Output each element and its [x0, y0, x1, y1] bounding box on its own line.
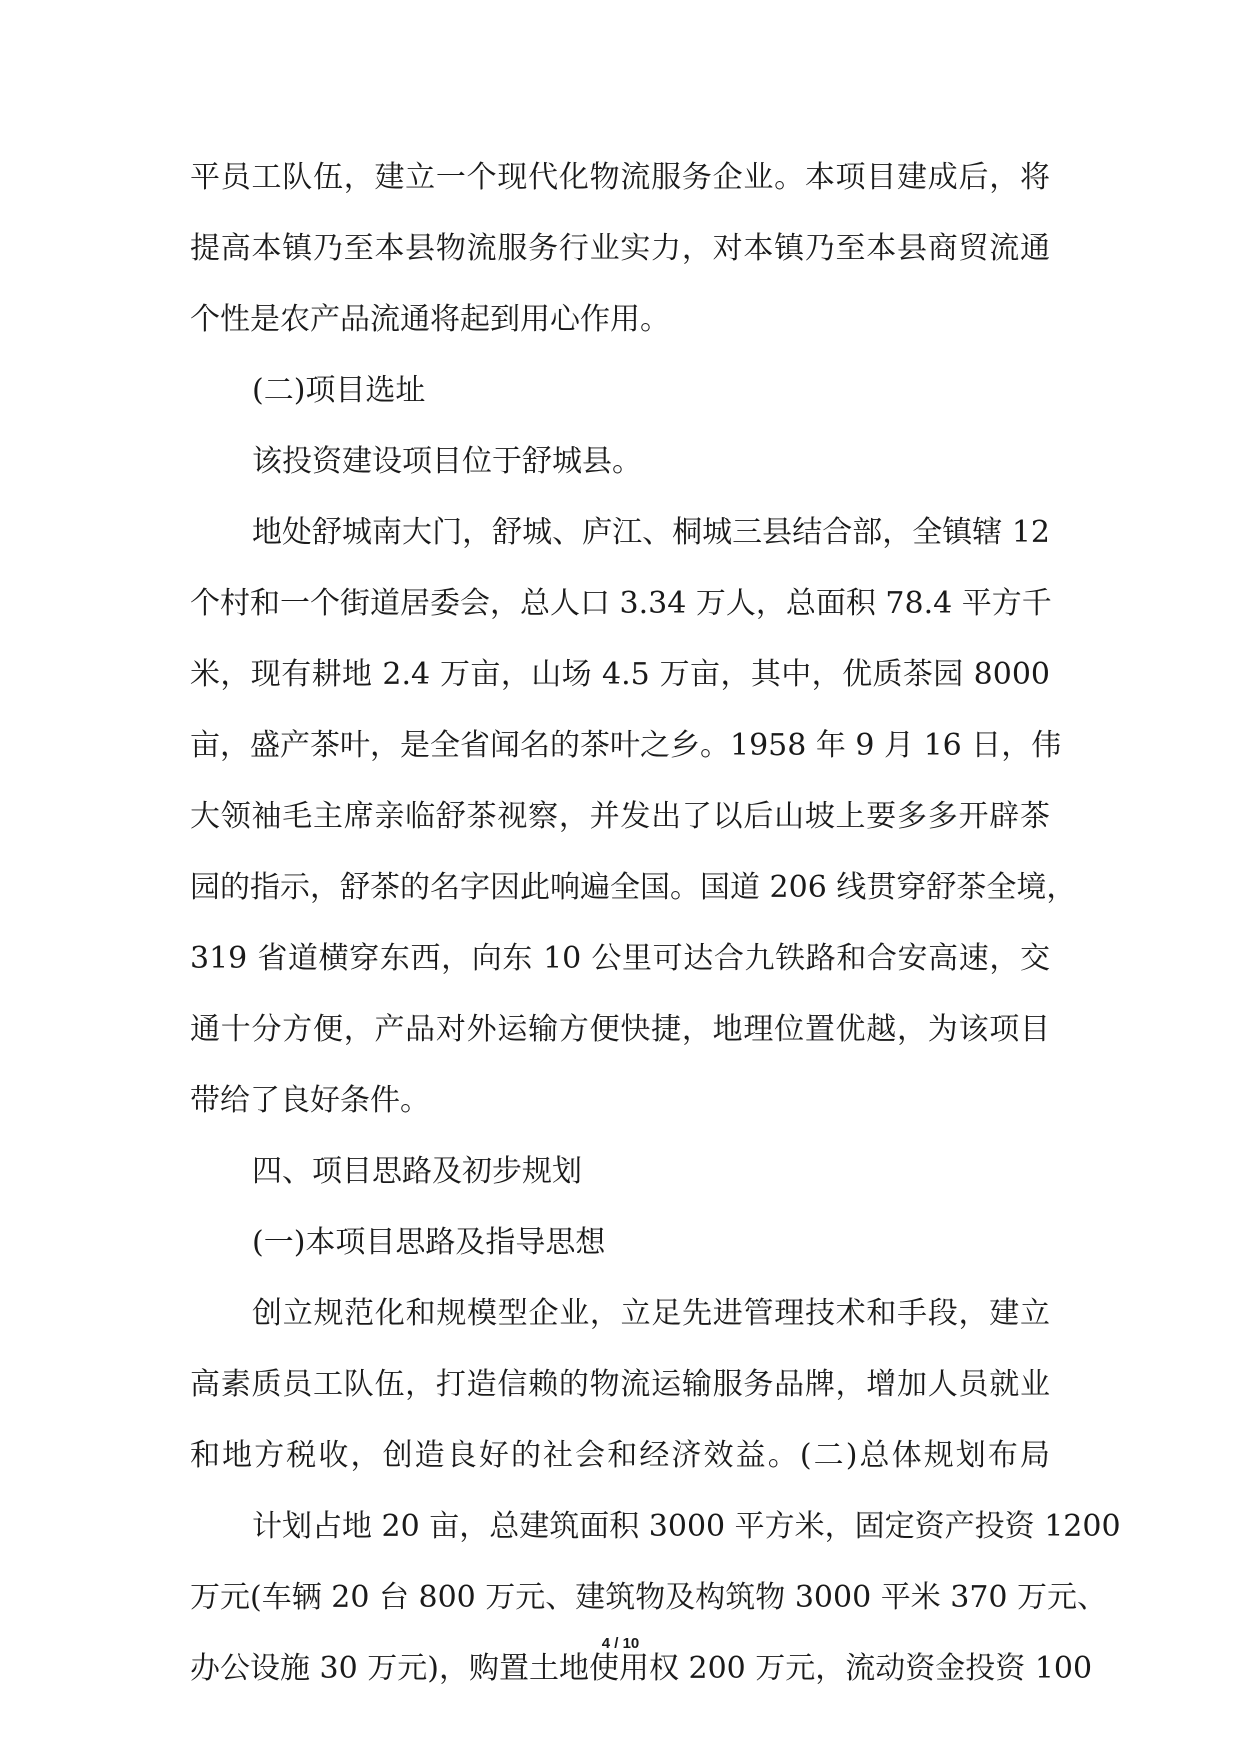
text-line: 四、项目思路及初步规划 — [252, 1154, 582, 1189]
text-line: 平员工队伍，建立一个现代化物流服务企业。本项目建成后，将 — [190, 160, 1050, 195]
document-body — [190, 142, 1121, 1704]
text-line: 米，现有耕地 2.4 万亩，山场 4.5 万亩，其中，优质茶园 8000 — [190, 657, 1050, 692]
text-line: 提高本镇乃至本县物流服务行业实力，对本镇乃至本县商贸流通 — [190, 231, 1050, 266]
text-line: 大领袖毛主席亲临舒茶视察，并发出了以后山坡上要多多开辟茶 — [190, 799, 1050, 834]
page-number: 4 / 10 — [601, 1635, 640, 1652]
text-line: 办公设施 30 万元)，购置土地使用权 200 万元，流动资金投资 100 — [190, 1651, 1093, 1686]
text-line: (一)本项目思路及指导思想 — [252, 1225, 606, 1260]
text-line: 和地方税收，创造良好的社会和经济效益。(二)总体规划布局 — [190, 1438, 1050, 1473]
text-line: 319 省道横穿东西，向东 10 公里可达合九铁路和合安高速，交 — [190, 941, 1050, 976]
text-line: 地处舒城南大门，舒城、庐江、桐城三县结合部，全镇辖 12 — [252, 515, 1050, 550]
text-line: 计划占地 20 亩，总建筑面积 3000 平方米，固定资产投资 1200 — [252, 1509, 1121, 1544]
text-line: 园的指示，舒茶的名字因此响遍全国。国道 206 线贯穿舒茶全境， — [190, 870, 1077, 905]
text-line: 个性是农产品流通将起到用心作用。 — [190, 302, 670, 337]
text-line: 通十分方便，产品对外运输方便快捷，地理位置优越，为该项目 — [190, 1012, 1050, 1047]
text-line: 亩，盛产茶叶，是全省闻名的茶叶之乡。1958 年 9 月 16 日，伟 — [190, 728, 1062, 763]
text-line: 万元(车辆 20 台 800 万元、建筑物及构筑物 3000 平米 370 万元、 — [190, 1580, 1108, 1615]
text-line: 高素质员工队伍，打造信赖的物流运输服务品牌，增加人员就业 — [190, 1367, 1050, 1402]
text-line: (二)项目选址 — [252, 373, 426, 408]
text-line: 个村和一个街道居委会，总人口 3.34 万人，总面积 78.4 平方千 — [190, 586, 1052, 621]
text-line: 带给了良好条件。 — [190, 1083, 430, 1118]
text-line: 创立规范化和规模型企业，立足先进管理技术和手段，建立 — [252, 1296, 1050, 1331]
text-line: 该投资建设项目位于舒城县。 — [252, 444, 642, 479]
